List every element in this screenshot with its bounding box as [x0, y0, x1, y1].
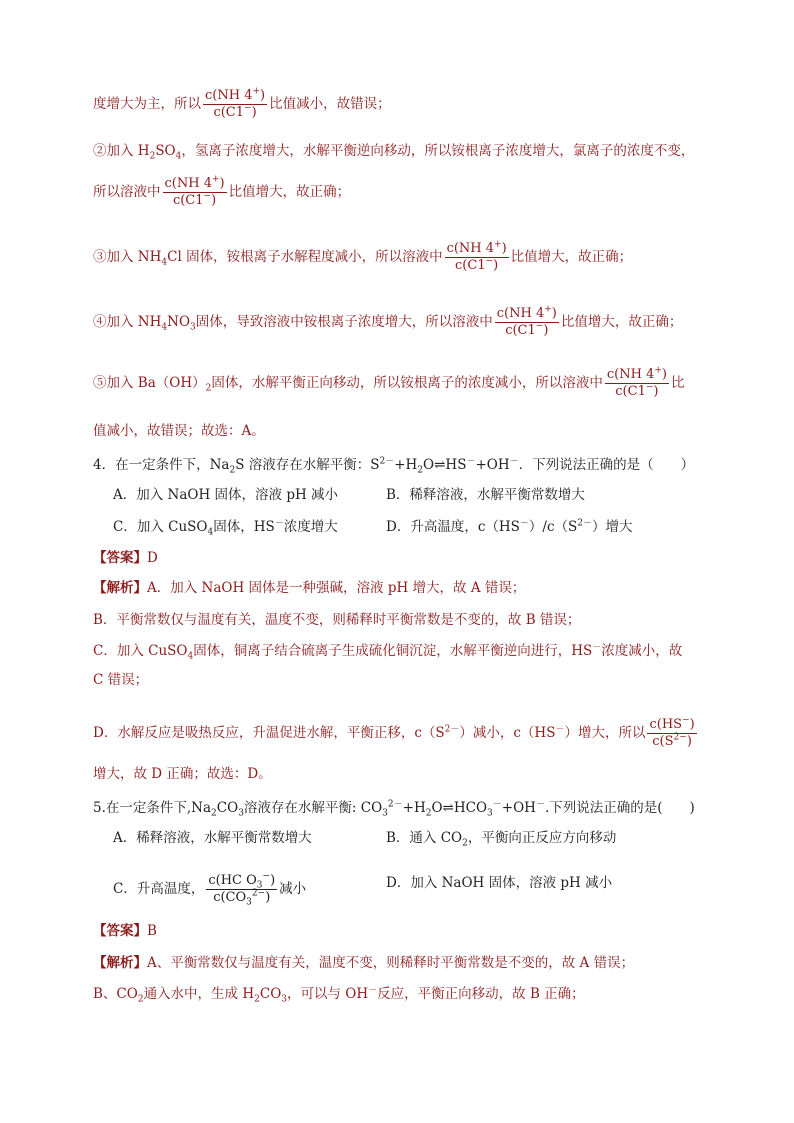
question-4-answer: 【答案】D	[93, 550, 158, 566]
question-4-explanation-2: B．平衡常数仅与温度有关，温度不变，则稀释时平衡常数是不变的，故 B 错误；	[93, 612, 581, 628]
fraction-nh4-cl: $\frac{c(NH 4^+)}{c(C1^-)}$	[446, 239, 507, 273]
question-4-stem: 4．在一定条件下，$Na_2S$ 溶液存在水解平衡：$S^{2-}+H_2O\rightleftharpoons HS^-+OH^-$．下列说法正确的是（ ）	[93, 456, 695, 476]
solution-line-5: ④加入 $NH_4NO_3$固体，导致溶液中铵根离子浓度增大，所以溶液中 $\frac{c(NH 4^+)}{c(C1^-)}$ 比值增大，故正确；	[93, 304, 683, 338]
question-4-explanation-4: C 错误；	[93, 672, 149, 688]
question-4-option-b: B．稀释溶液，水解平衡常数增大	[386, 487, 585, 503]
fraction-nh4-cl: $\frac{c(NH 4^+)}{c(C1^-)}$	[496, 304, 557, 338]
fraction-nh4-cl: $\frac{c(NH 4^+)}{c(C1^-)}$	[205, 86, 266, 120]
question-5-answer: 【答案】B	[93, 923, 157, 939]
solution-line-1	[93, 88, 391, 121]
question-5-option-d: D．加入 NaOH 固体，溶液 pH 减小	[386, 875, 613, 891]
text: 比值减小，故错误；	[269, 96, 391, 112]
text: 度增大为主，所以	[93, 96, 201, 112]
fraction-hs-s: $\frac{c(HS^-)}{c(S^{2-})}$	[649, 715, 695, 749]
question-4-explanation-1: 【解析】A．加入 NaOH 固体是一种强碱，溶液 pH 增大，故 A 错误；	[93, 580, 526, 596]
question-5-explanation-1: 【解析】A、平衡常数仅与温度有关，温度不变，则稀释时平衡常数是不变的，故 A 错误；	[93, 955, 635, 971]
question-5-option-a: A．稀释溶液，水解平衡常数增大	[113, 830, 312, 846]
question-5-option-c: C．升高温度， $\frac{c(HC O_3^-)}{c(CO_3^{2-})}$ 减小	[113, 871, 307, 908]
solution-line-3: 所以溶液中 $\frac{c(NH 4^+)}{c(C1^-)}$ 比值增大，故正确；	[93, 174, 351, 208]
solution-line-6: ⑤加入 $Ba(OH)_2$固体，水解平衡正向移动，所以铵根离子的浓度减小，所以溶液中 $\frac{c(NH 4^+)}{c(C1^-)}$ 比	[93, 365, 685, 399]
solution-line-4: ③加入 $NH_4Cl$ 固体，铵根离子水解程度减小，所以溶液中 $\frac{c(NH 4^+)}{c(C1^-)}$ 比值增大，故正确；	[93, 239, 633, 273]
question-5-explanation-2: B、$CO_2$通入水中，生成 $H_2CO_3$，可以与 OH－反应，平衡正向移动，故 B 正确；	[93, 985, 585, 1005]
solution-line-2: ②加入 $H_2SO_4$，氢离子浓度增大，水解平衡逆向移动，所以铵根离子浓度增大，氯离子的浓度不变，	[93, 143, 695, 162]
question-4-option-d: D．升高温度，$c(HS^-)/c(S^{2-})$增大	[386, 518, 633, 535]
fraction-hco3-co3: $\frac{c(HC O_3^-)}{c(CO_3^{2-})}$	[208, 871, 276, 908]
fraction-nh4-cl: $\frac{c(NH 4^+)}{c(C1^-)}$	[606, 365, 667, 399]
question-4-option-c: C．加入 CuSO$_4$固体，HS－浓度增大	[113, 518, 338, 538]
solution-line-7: 值减小，故错误；故选：A。	[93, 423, 265, 439]
question-4-explanation-3: C．加入 CuSO$_4$固体，铜离子结合硫离子生成硫化铜沉淀，水解平衡逆向进行，HS－浓度减小，故	[93, 642, 683, 662]
question-4-option-a: A．加入 NaOH 固体，溶液 pH 减小	[113, 487, 339, 503]
fraction-nh4-cl: $\frac{c(NH 4^+)}{c(C1^-)}$	[164, 174, 225, 208]
question-5-stem: 5.在一定条件下$,Na_2CO_3$溶液存在水解平衡: $CO_3^{2-}+H_2O\rightleftharpoons HCO_3^-+OH^-$.下列说法正确的是( )	[93, 799, 695, 819]
question-4-explanation-5: D．水解反应是吸热反应，升温促进水解，平衡正移，$c(S^{2-})$减小，c（HS－）增大，所以 $\frac{c(HS^-)}{c(S^{2-})}$	[93, 715, 695, 749]
question-4-explanation-6: 增大，故 D 正确；故选：D。	[93, 766, 272, 782]
question-5-option-b: B．通入 $CO_2$，平衡向正反应方向移动	[386, 830, 617, 849]
